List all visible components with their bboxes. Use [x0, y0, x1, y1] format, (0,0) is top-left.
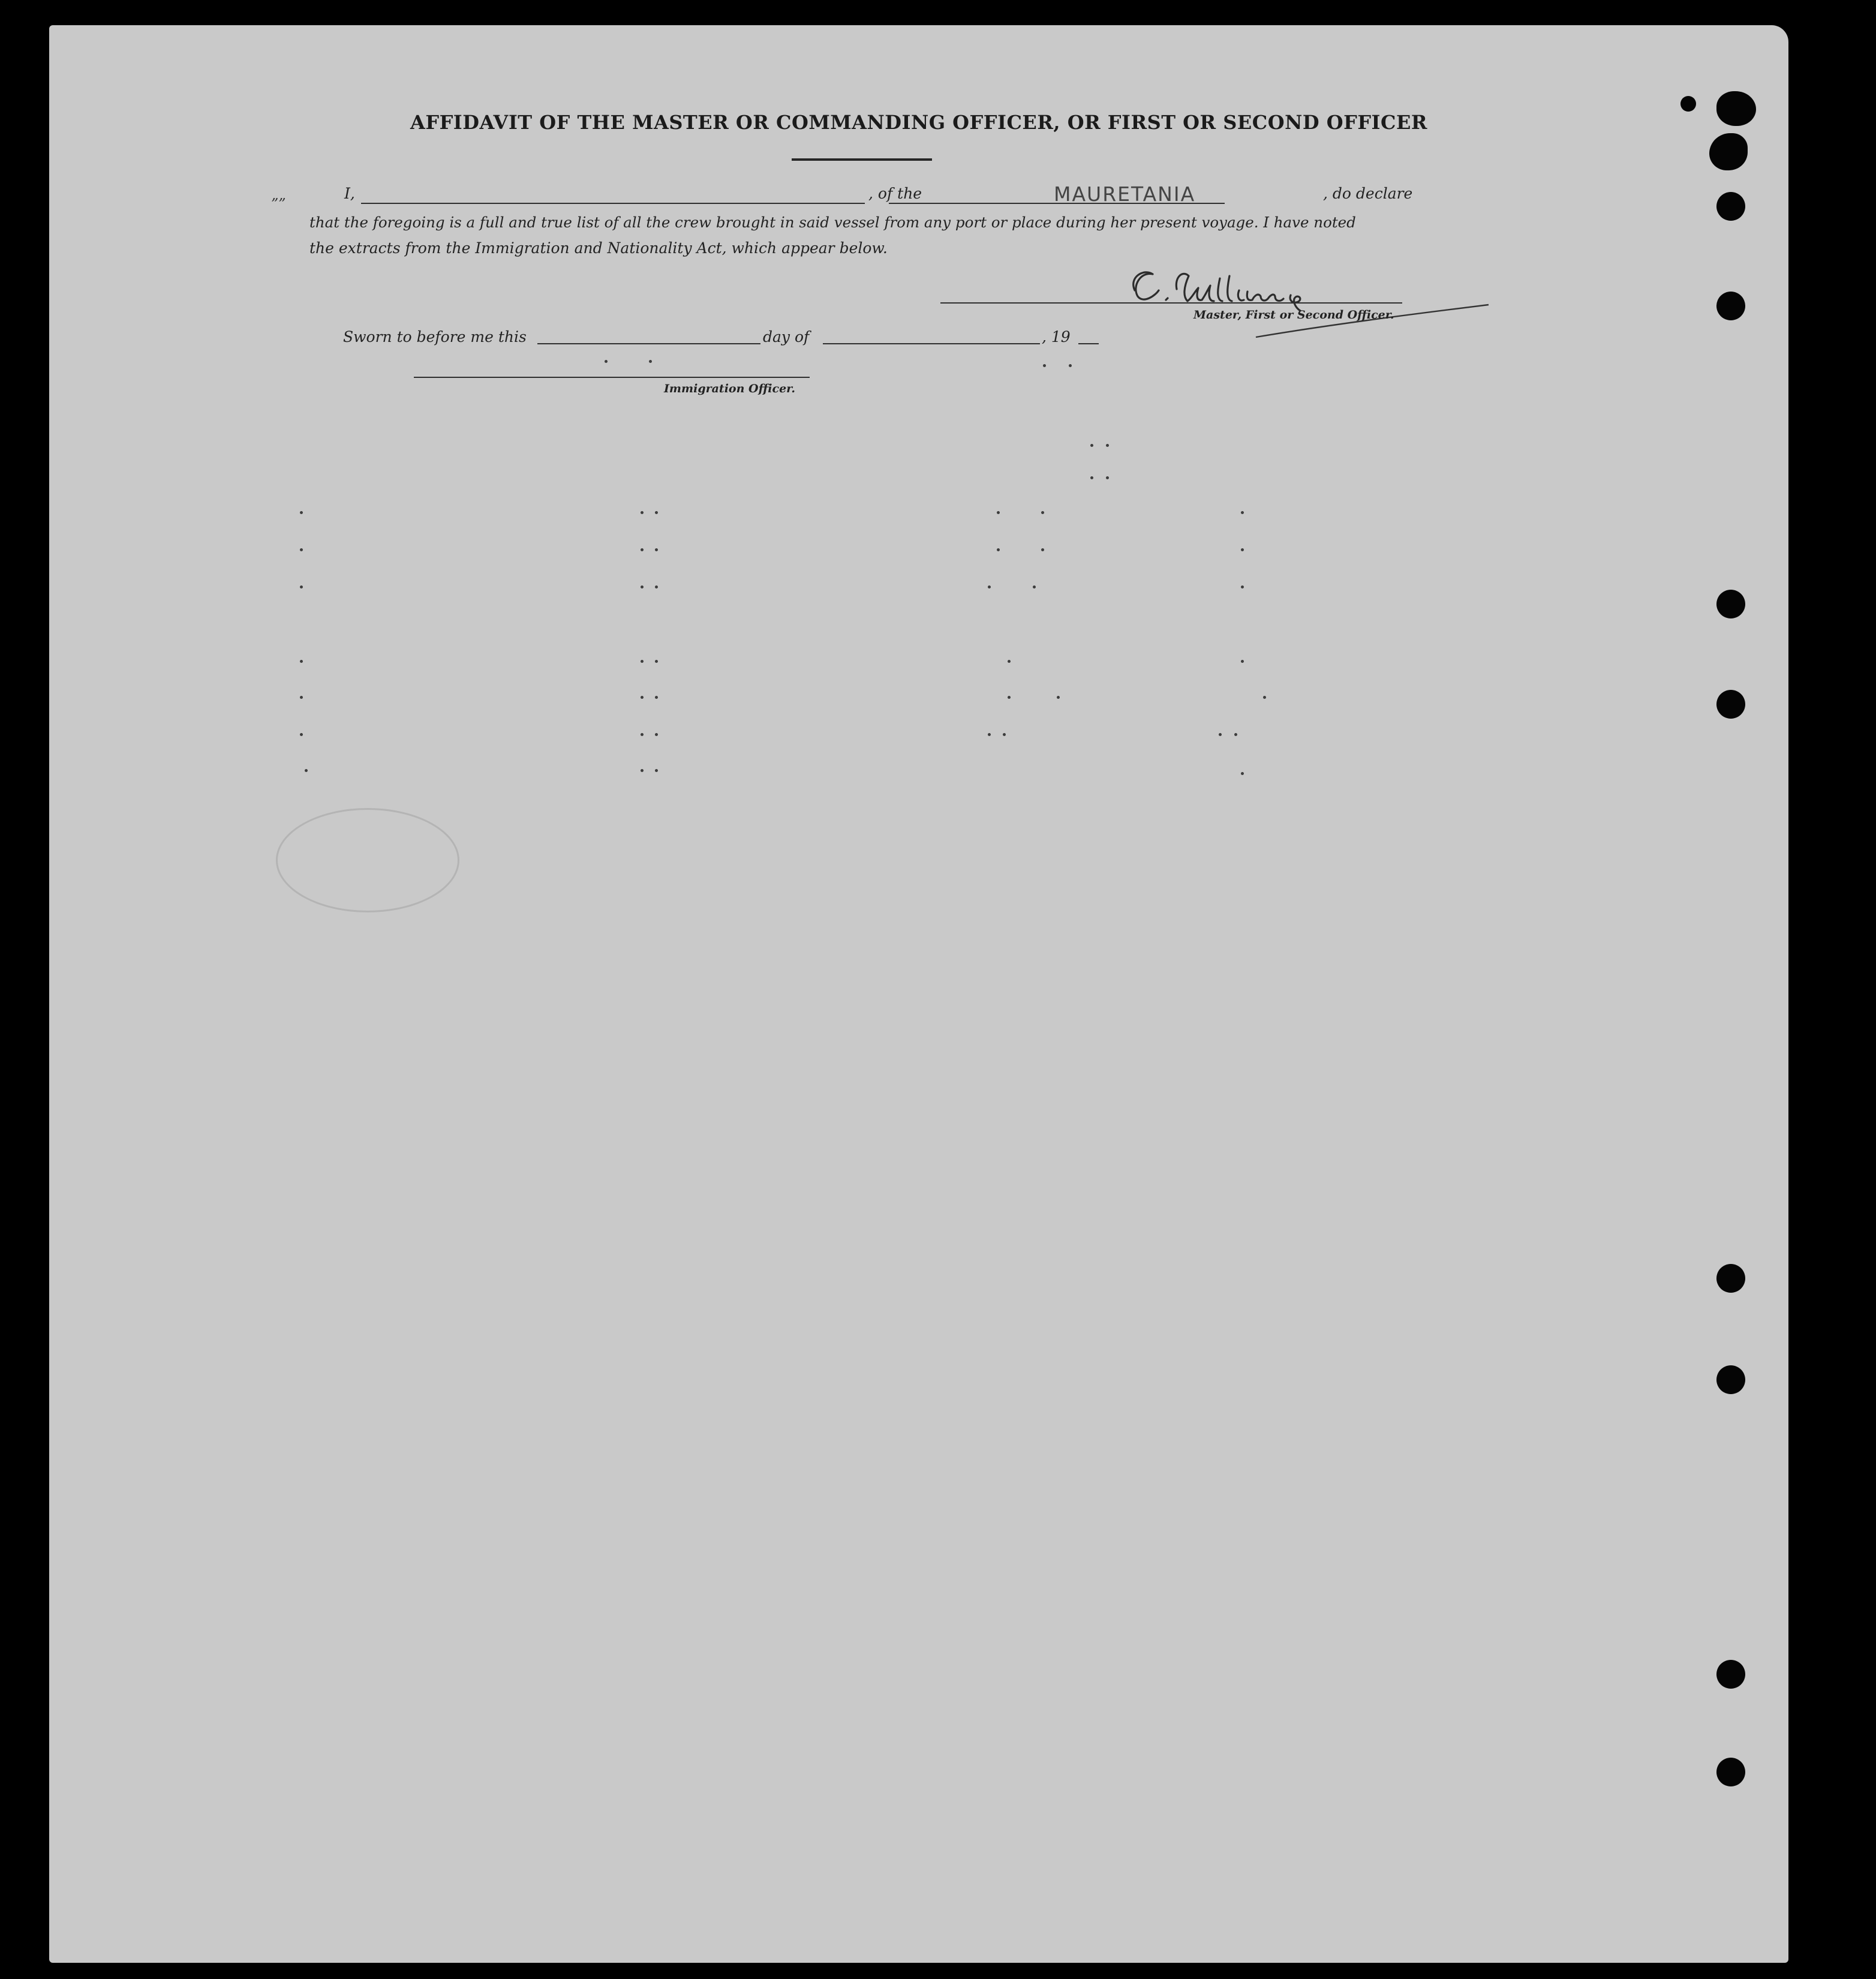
- binder-hole: [1716, 1264, 1745, 1293]
- bleed-through-dot: [1003, 733, 1006, 736]
- declaration-line-3: the extracts from the Immigration and Nationality Act, which appear below.: [309, 239, 888, 257]
- document-page: [49, 25, 1788, 1963]
- title-underline: [792, 158, 932, 161]
- bleed-through-dot: [641, 660, 644, 663]
- bleed-through-dot: [1090, 444, 1093, 447]
- bleed-through-dot: [1008, 660, 1011, 663]
- bleed-through-dot: [1234, 733, 1237, 736]
- affidavit-title: AFFIDAVIT OF THE MASTER OR COMMANDING OFFICER, OR FIRST OR SECOND OFFICER: [410, 111, 1427, 134]
- bleed-through-dot: [641, 696, 644, 699]
- bleed-through-dot: [1241, 585, 1244, 588]
- declaration-prefix: I,: [344, 185, 355, 202]
- sworn-year-blank: [1078, 343, 1099, 344]
- bleed-through-dot: [655, 660, 658, 663]
- bleed-through-dot: [655, 511, 658, 514]
- bleed-through-dot: [997, 511, 1000, 514]
- bleed-through-dot: [300, 660, 303, 663]
- bleed-through-dot: [300, 696, 303, 699]
- bleed-through-dot: [641, 733, 644, 736]
- bleed-through-dot: [655, 696, 658, 699]
- bleed-through-dot: [641, 511, 644, 514]
- bleed-through-dot: [641, 585, 644, 588]
- faded-stamp: [276, 808, 459, 912]
- bleed-through-dot: [655, 769, 658, 772]
- bleed-through-dot: [1008, 696, 1011, 699]
- name-blank: [361, 203, 865, 204]
- bleed-through-dot: [1043, 364, 1046, 367]
- binder-hole: [1716, 1365, 1745, 1394]
- margin-note: ””: [271, 196, 286, 212]
- signature-caption: Master, First or Second Officer.: [1193, 308, 1394, 322]
- bleed-through-dot: [1041, 548, 1044, 551]
- binder-hole: [1716, 590, 1745, 618]
- immigration-officer-caption: Immigration Officer.: [664, 382, 796, 395]
- declaration-of-the: , of the: [868, 185, 922, 202]
- binder-hole: [1680, 96, 1696, 112]
- binder-hole: [1716, 1758, 1745, 1786]
- sworn-year: , 19: [1042, 328, 1071, 346]
- binder-hole: [1716, 91, 1756, 126]
- bleed-through-dot: [1263, 696, 1266, 699]
- sworn-day-of: day of: [763, 328, 810, 346]
- binder-hole: [1716, 690, 1745, 719]
- bleed-through-dot: [988, 733, 991, 736]
- bleed-through-dot: [655, 733, 658, 736]
- bleed-through-dot: [988, 585, 991, 588]
- sworn-prefix: Sworn to before me this: [343, 328, 527, 346]
- binder-hole: [1716, 192, 1745, 221]
- sworn-day-blank: [537, 343, 760, 344]
- declaration-line-2: that the foregoing is a full and true list of all the crew brought in said vessel from any port or place during her present voyage. I have noted: [309, 214, 1356, 231]
- bleed-through-dot: [649, 360, 652, 363]
- bleed-through-dot: [1090, 476, 1093, 479]
- bleed-through-dot: [1041, 511, 1044, 514]
- immigration-officer-line: [414, 377, 810, 378]
- bleed-through-dot: [1033, 585, 1036, 588]
- bleed-through-dot: [997, 548, 1000, 551]
- bleed-through-dot: [300, 548, 303, 551]
- sworn-month-blank: [823, 343, 1040, 344]
- bleed-through-dot: [1241, 772, 1244, 775]
- bleed-through-dot: [300, 733, 303, 736]
- bleed-through-dot: [1057, 696, 1060, 699]
- bleed-through-dot: [300, 585, 303, 588]
- bleed-through-dot: [1241, 660, 1244, 663]
- binder-hole: [1716, 1660, 1745, 1689]
- bleed-through-dot: [1069, 364, 1072, 367]
- binder-hole: [1716, 292, 1745, 320]
- bleed-through-dot: [641, 548, 644, 551]
- bleed-through-dot: [1106, 444, 1109, 447]
- bleed-through-dot: [305, 769, 308, 772]
- bleed-through-dot: [1241, 548, 1244, 551]
- bleed-through-dot: [641, 769, 644, 772]
- bleed-through-dot: [655, 585, 658, 588]
- bleed-through-dot: [1219, 733, 1222, 736]
- bleed-through-dot: [300, 511, 303, 514]
- binder-hole: [1709, 133, 1748, 170]
- bleed-through-dot: [605, 360, 608, 363]
- declaration-do-declare: , do declare: [1323, 185, 1413, 202]
- bleed-through-dot: [1106, 476, 1109, 479]
- bleed-through-dot: [655, 548, 658, 551]
- signature-flourish: [1255, 301, 1495, 343]
- bleed-through-dot: [1241, 511, 1244, 514]
- vessel-name: MAURETANIA: [1054, 182, 1196, 206]
